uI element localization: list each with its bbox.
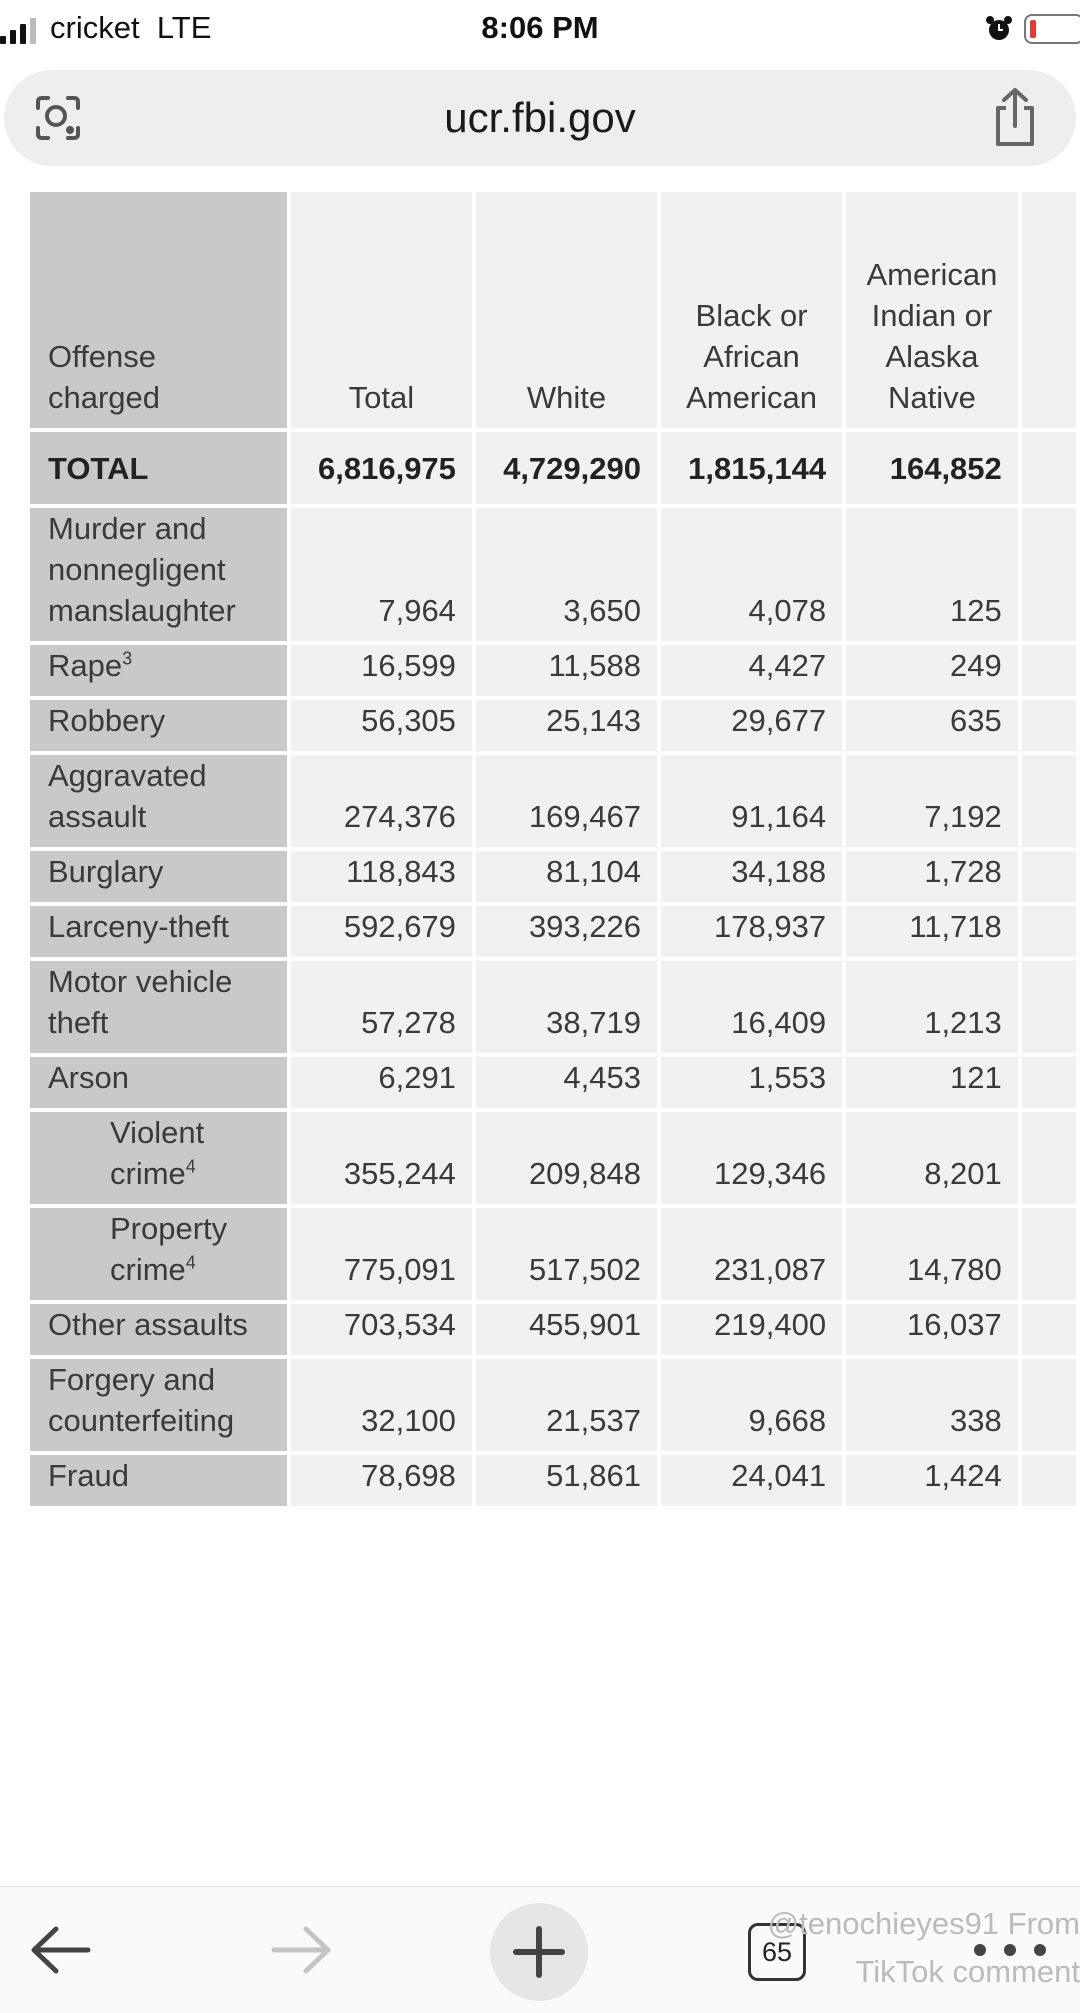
cutoff-cell: [1022, 906, 1076, 957]
cutoff-cell: [1022, 432, 1076, 504]
cell-aian: 7,192: [846, 755, 1018, 847]
table-header-row: [30, 192, 1076, 428]
total-black: 1,815,144: [661, 432, 842, 504]
cell-white: 517,502: [476, 1208, 657, 1300]
cell-white: 4,453: [476, 1057, 657, 1108]
table-row: [30, 851, 1076, 902]
cell-total: 355,244: [291, 1112, 472, 1204]
table-row: [30, 645, 1076, 696]
tiktok-watermark: @tenochieyes91 From TikTok comment: [767, 1906, 1080, 1989]
cell-black: 129,346: [661, 1112, 842, 1204]
offense-label-text: Forgery and counterfeiting: [48, 1362, 235, 1438]
cell-total: 118,843: [291, 851, 472, 902]
table-row: [30, 1057, 1076, 1108]
cell-black: 34,188: [661, 851, 842, 902]
cell-aian: 8,201: [846, 1112, 1018, 1204]
footnote-marker: 4: [185, 1252, 196, 1273]
cell-total: 7,964: [291, 508, 472, 641]
offense-label-text: Rape: [48, 648, 123, 683]
cell-aian: 1,728: [846, 851, 1018, 902]
table-row: [30, 508, 1076, 641]
alarm-icon: [985, 15, 1013, 43]
cell-total: 274,376: [291, 755, 472, 847]
header-white: White: [476, 192, 657, 428]
offense-label: [30, 645, 287, 696]
table-row: [30, 906, 1076, 957]
offense-label: [30, 1359, 287, 1451]
offense-label-text: Fraud: [48, 1458, 129, 1493]
total-total: 6,816,975: [291, 432, 472, 504]
offense-label: [30, 1304, 287, 1355]
cell-white: 11,588: [476, 645, 657, 696]
cell-black: 219,400: [661, 1304, 842, 1355]
offense-label-text: Arson: [48, 1060, 129, 1095]
table-row: [30, 961, 1076, 1053]
carrier-name: cricket: [50, 10, 140, 45]
cutoff-cell: [1022, 1112, 1076, 1204]
cell-black: 16,409: [661, 961, 842, 1053]
total-label: TOTAL: [30, 432, 287, 504]
cell-white: 209,848: [476, 1112, 657, 1204]
address-bar[interactable]: [4, 70, 1076, 166]
cell-white: 38,719: [476, 961, 657, 1053]
header-aian: American Indian or Alaska Native: [846, 192, 1018, 428]
total-aian: 164,852: [846, 432, 1018, 504]
table-row: [30, 1112, 1076, 1204]
cutoff-cell: [1022, 700, 1076, 751]
cell-total: 703,534: [291, 1304, 472, 1355]
cutoff-cell: [1022, 1455, 1076, 1506]
offense-label: [30, 1455, 287, 1506]
cutoff-cell: [1022, 1057, 1076, 1108]
footnote-marker: 3: [122, 648, 133, 669]
cell-white: 393,226: [476, 906, 657, 957]
cutoff-cell: [1022, 755, 1076, 847]
cell-aian: 1,213: [846, 961, 1018, 1053]
arrest-table-viewport[interactable]: [30, 192, 1080, 1882]
url-text[interactable]: ucr.fbi.gov: [444, 94, 636, 141]
arrest-table: [30, 192, 1080, 1510]
header-offense: Offense charged: [30, 192, 287, 428]
cell-black: 24,041: [661, 1455, 842, 1506]
cell-white: 455,901: [476, 1304, 657, 1355]
cell-black: 178,937: [661, 906, 842, 957]
cutoff-cell: [1022, 1359, 1076, 1451]
offense-label-text: Aggravated assault: [48, 758, 207, 834]
cell-aian: 11,718: [846, 906, 1018, 957]
cell-white: 169,467: [476, 755, 657, 847]
cutoff-cell: [1022, 961, 1076, 1053]
table-row: [30, 755, 1076, 847]
table-row: [30, 1304, 1076, 1355]
tabs-button[interactable]: 65: [748, 1923, 806, 1981]
forward-arrow-icon[interactable]: [268, 1923, 334, 1977]
cell-white: 51,861: [476, 1455, 657, 1506]
cell-total: 57,278: [291, 961, 472, 1053]
table-row: [30, 700, 1076, 751]
cell-white: 25,143: [476, 700, 657, 751]
cell-black: 4,427: [661, 645, 842, 696]
cell-white: 21,537: [476, 1359, 657, 1451]
offense-label: [30, 1112, 287, 1204]
offense-label-text: Other assaults: [48, 1307, 248, 1342]
offense-label: [30, 1057, 287, 1108]
offense-label-text: Violent crime: [110, 1115, 205, 1191]
cell-black: 91,164: [661, 755, 842, 847]
footnote-marker: 4: [185, 1156, 196, 1177]
offense-label: [30, 700, 287, 751]
cell-black: 231,087: [661, 1208, 842, 1300]
offense-label-text: Murder and nonnegligent manslaughter: [48, 511, 236, 628]
cutoff-cell: [1022, 1304, 1076, 1355]
offense-label-text: Motor vehicle theft: [48, 964, 233, 1040]
cell-total: 16,599: [291, 645, 472, 696]
cutoff-cell: [1022, 851, 1076, 902]
cell-white: 81,104: [476, 851, 657, 902]
offense-label: [30, 906, 287, 957]
cell-total: 6,291: [291, 1057, 472, 1108]
new-tab-button[interactable]: [490, 1903, 588, 2001]
cell-aian: 16,037: [846, 1304, 1018, 1355]
cell-black: 4,078: [661, 508, 842, 641]
status-time: 8:06 PM: [481, 10, 599, 45]
cell-white: 3,650: [476, 508, 657, 641]
offense-label: [30, 508, 287, 641]
table-row: [30, 1455, 1076, 1506]
cell-black: 9,668: [661, 1359, 842, 1451]
cell-aian: 249: [846, 645, 1018, 696]
cell-black: 29,677: [661, 700, 842, 751]
total-row: [30, 432, 1076, 504]
cell-aian: 125: [846, 508, 1018, 641]
cutoff-cell: [1022, 1208, 1076, 1300]
cell-aian: 1,424: [846, 1455, 1018, 1506]
back-arrow-icon[interactable]: [28, 1923, 94, 1977]
header-total: Total: [291, 192, 472, 428]
offense-label-text: Robbery: [48, 703, 166, 738]
cell-black: 1,553: [661, 1057, 842, 1108]
offense-label: [30, 961, 287, 1053]
cell-total: 592,679: [291, 906, 472, 957]
cell-total: 775,091: [291, 1208, 472, 1300]
offense-label: [30, 851, 287, 902]
offense-label-text: Larceny-theft: [48, 909, 229, 944]
offense-label: [30, 755, 287, 847]
table-row: [30, 1208, 1076, 1300]
header-black: Black or African American: [661, 192, 842, 428]
offense-label-text: Property crime: [110, 1211, 228, 1287]
status-bar: [0, 0, 1080, 62]
share-icon[interactable]: [990, 86, 1040, 148]
total-white: 4,729,290: [476, 432, 657, 504]
network-type: LTE: [156, 10, 212, 45]
offense-label-text: Burglary: [48, 854, 164, 889]
cell-aian: 338: [846, 1359, 1018, 1451]
cell-aian: 14,780: [846, 1208, 1018, 1300]
plus-icon: [490, 1903, 588, 2001]
battery-icon: [1024, 14, 1080, 44]
cell-total: 32,100: [291, 1359, 472, 1451]
cell-total: 78,698: [291, 1455, 472, 1506]
offense-label: [30, 1208, 287, 1300]
cell-total: 56,305: [291, 700, 472, 751]
cell-aian: 121: [846, 1057, 1018, 1108]
cell-aian: 635: [846, 700, 1018, 751]
header-cutoff: [1022, 192, 1076, 428]
cutoff-cell: [1022, 508, 1076, 641]
table-row: [30, 1359, 1076, 1451]
cutoff-cell: [1022, 645, 1076, 696]
